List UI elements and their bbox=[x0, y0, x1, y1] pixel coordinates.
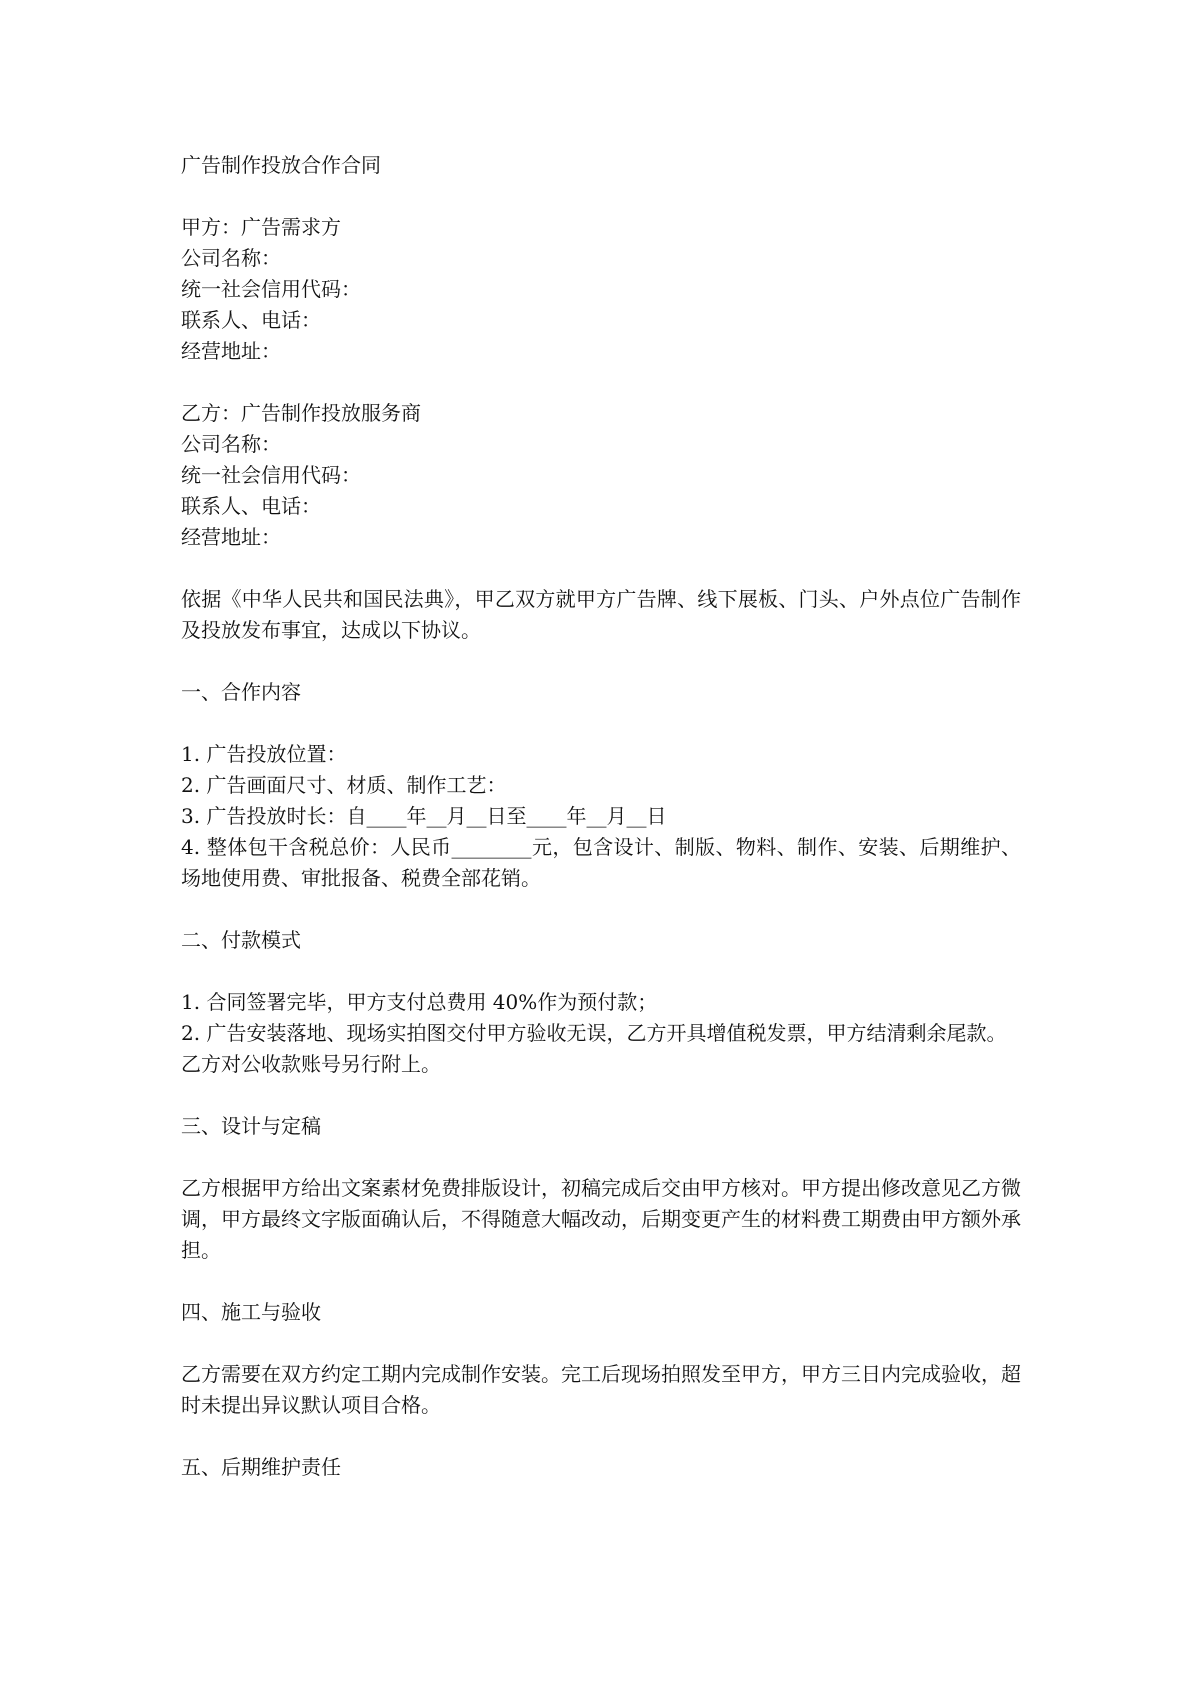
section-3-body: 乙方根据甲方给出文案素材免费排版设计，初稿完成后交由甲方核对。甲方提出修改意见乙方微调，甲方最终文字版面确认后，不得随意大幅改动，后期变更产生的材料费工期费由甲方额外承担。 bbox=[181, 1176, 1021, 1262]
party-b-heading: 乙方：广告制作投放服务商 bbox=[181, 401, 421, 425]
section-2-item: 1. 合同签署完毕，甲方支付总费用 40%作为预付款； bbox=[181, 990, 658, 1014]
document-title: 广告制作投放合作合同 bbox=[181, 153, 381, 177]
spacer bbox=[181, 181, 1021, 212]
section-2-heading: 二、付款模式 bbox=[181, 928, 301, 952]
spacer bbox=[181, 367, 1021, 398]
party-a-credit-code: 统一社会信用代码： bbox=[181, 277, 361, 301]
party-b-company: 公司名称： bbox=[181, 432, 281, 456]
party-a-block bbox=[181, 212, 1021, 367]
party-b-address: 经营地址： bbox=[181, 525, 281, 549]
spacer bbox=[181, 1142, 1021, 1173]
spacer bbox=[181, 708, 1021, 739]
section-4-heading: 四、施工与验收 bbox=[181, 1300, 321, 1324]
party-a-company: 公司名称： bbox=[181, 246, 281, 270]
contract-document bbox=[181, 150, 1021, 1483]
section-4-body: 乙方需要在双方约定工期内完成制作安装。完工后现场拍照发至甲方，甲方三日内完成验收，超时未提出异议默认项目合格。 bbox=[181, 1362, 1021, 1417]
section-1-item: 2. 广告画面尺寸、材质、制作工艺： bbox=[181, 773, 507, 797]
party-a-contact: 联系人、电话： bbox=[181, 308, 321, 332]
section-5-heading: 五、后期维护责任 bbox=[181, 1455, 341, 1479]
section-1-item: 4. 整体包干含税总价：人民币________元，包含设计、制版、物料、制作、安装、后期维护、场地使用费、审批报备、税费全部花销。 bbox=[181, 835, 1021, 890]
party-a-heading: 甲方：广告需求方 bbox=[181, 215, 341, 239]
section-1-heading: 一、合作内容 bbox=[181, 680, 301, 704]
party-b-contact: 联系人、电话： bbox=[181, 494, 321, 518]
spacer bbox=[181, 1421, 1021, 1452]
party-b-block bbox=[181, 398, 1021, 553]
intro-paragraph: 依据《中华人民共和国民法典》，甲乙双方就甲方广告牌、线下展板、门头、户外点位广告制作及投放发布事宜，达成以下协议。 bbox=[181, 587, 1021, 642]
spacer bbox=[181, 894, 1021, 925]
section-3-heading: 三、设计与定稿 bbox=[181, 1114, 321, 1138]
spacer bbox=[181, 1080, 1021, 1111]
spacer bbox=[181, 553, 1021, 584]
section-1-item: 3. 广告投放时长：自____年__月__日至____年__月__日 bbox=[181, 804, 667, 828]
section-2-item: 2. 广告安装落地、现场实拍图交付甲方验收无误，乙方开具增值税发票，甲方结清剩余尾款。 bbox=[181, 1021, 1007, 1045]
spacer bbox=[181, 956, 1021, 987]
spacer bbox=[181, 1266, 1021, 1297]
party-a-address: 经营地址： bbox=[181, 339, 281, 363]
spacer bbox=[181, 1328, 1021, 1359]
section-2-note: 乙方对公收款账号另行附上。 bbox=[181, 1052, 441, 1076]
section-1-item: 1. 广告投放位置： bbox=[181, 742, 347, 766]
party-b-credit-code: 统一社会信用代码： bbox=[181, 463, 361, 487]
spacer bbox=[181, 646, 1021, 677]
